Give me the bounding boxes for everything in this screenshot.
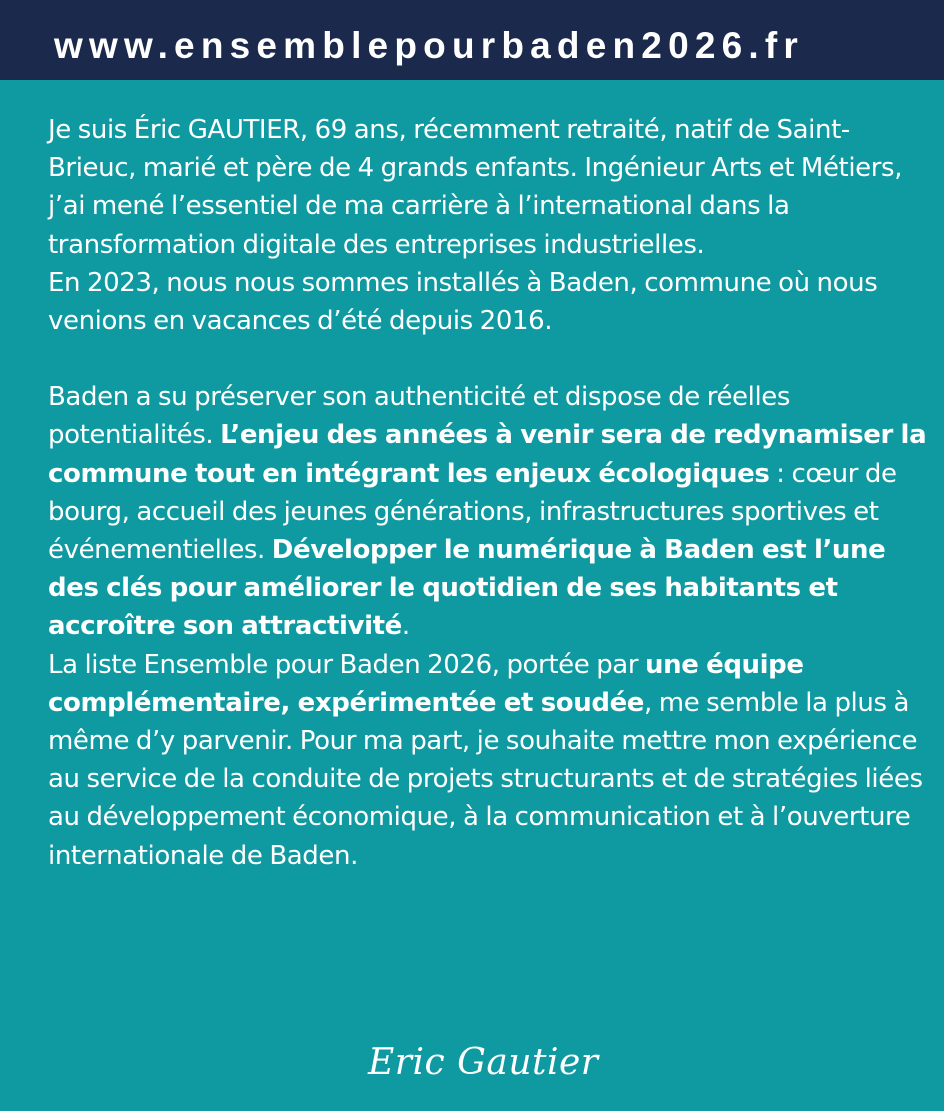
website-url: www.ensemblepourbaden2026.fr [54,25,805,66]
vision-text-1: Baden a su préserver son authenticité et dispose de réelles potentialités. [48,382,791,451]
vision-emphasis-2: Développer le numérique à Baden est l’une des clés pour améliorer le quotidien de ses habitants et accroître son attractivité [48,535,886,642]
team-text-2: , me semble la plus à même d’y parvenir. Pour ma part, je souhaite mettre mon expérience au service de la conduite de projets structurants et de stratégies liées au développement économique, à la communication et à l’ouverture internationale de Baden. [48,687,923,871]
vision-text-2: : cœur de bourg, accueil des jeunes générations, infrastructures sportives et événementielles. [48,458,897,566]
team-emphasis: une équipe complémentaire, expérimentée et soudée [48,649,804,718]
vision-paragraph [48,378,928,645]
candidate-statement [48,111,928,875]
bio-paragraph-1: Je suis Éric GAUTIER, 69 ans, récemment retraité, natif de Saint-Brieuc, marié et père de 4 grands enfants. Ingénieur Arts et Métiers, j’ai mené l’essentiel de ma carrière à l’international dans la transformation digitale des entreprises industrielles. [48,115,903,260]
paragraph-spacer [48,340,928,378]
team-paragraph [48,646,928,875]
signature: Eric Gautier [368,1042,599,1083]
team-text-1: La liste Ensemble pour Baden 2026, portée par [48,649,645,680]
vision-emphasis-1: L’enjeu des années à venir sera de redynamiser la commune tout en intégrant les enjeux écologiques [48,420,927,489]
header-bar [0,0,944,80]
vision-text-3: . [401,611,410,642]
bio-paragraph-2: En 2023, nous nous sommes installés à Baden, commune où nous venions en vacances d’été depuis 2016. [48,267,878,337]
